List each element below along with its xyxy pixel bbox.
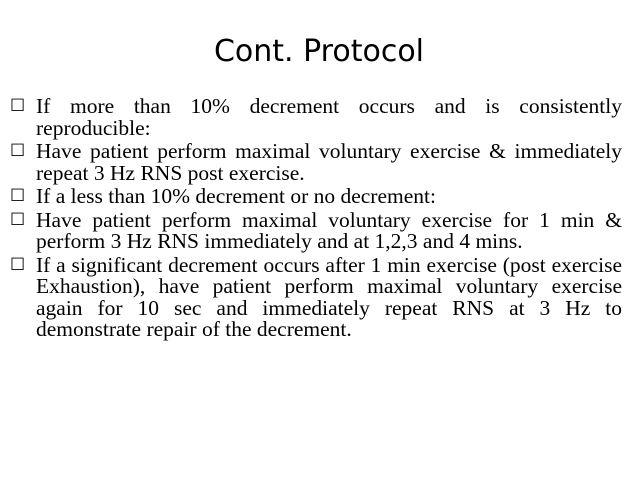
bullet-marker-icon: ☐ <box>10 254 26 275</box>
bullet-item <box>10 186 622 208</box>
bullet-item <box>10 252 622 341</box>
bullet-item <box>10 96 622 139</box>
bullet-text: If more than 10% decrement occurs and is consistently reproducible: <box>36 94 622 140</box>
bullet-text: Have patient perform maximal voluntary exercise for 1 min & perform 3 Hz RNS immediately and at 1,2,3 and 4 mins. <box>36 207 622 253</box>
bullet-text: If a less than 10% decrement or no decrement: <box>36 184 436 208</box>
bullet-marker-icon: ☐ <box>10 96 26 116</box>
bullet-item <box>10 141 622 184</box>
bullet-item <box>10 207 622 253</box>
bullet-marker-icon: ☐ <box>10 141 26 161</box>
bullet-text: Have patient perform maximal voluntary exercise & immediately repeat 3 Hz RNS post exercise. <box>36 139 622 185</box>
slide-title: Cont. Protocol <box>213 34 425 69</box>
bullet-list <box>10 96 622 341</box>
bullet-marker-icon: ☐ <box>10 209 26 230</box>
bullet-marker-icon: ☐ <box>10 186 26 206</box>
bullet-text: If a significant decrement occurs after 1 min exercise (post exercise Exhaustion), have patient perform maximal voluntary exercise again for 10 sec and immediately repeat RNS at 3 Hz to demonstrate repair of the decrement. <box>36 252 622 341</box>
